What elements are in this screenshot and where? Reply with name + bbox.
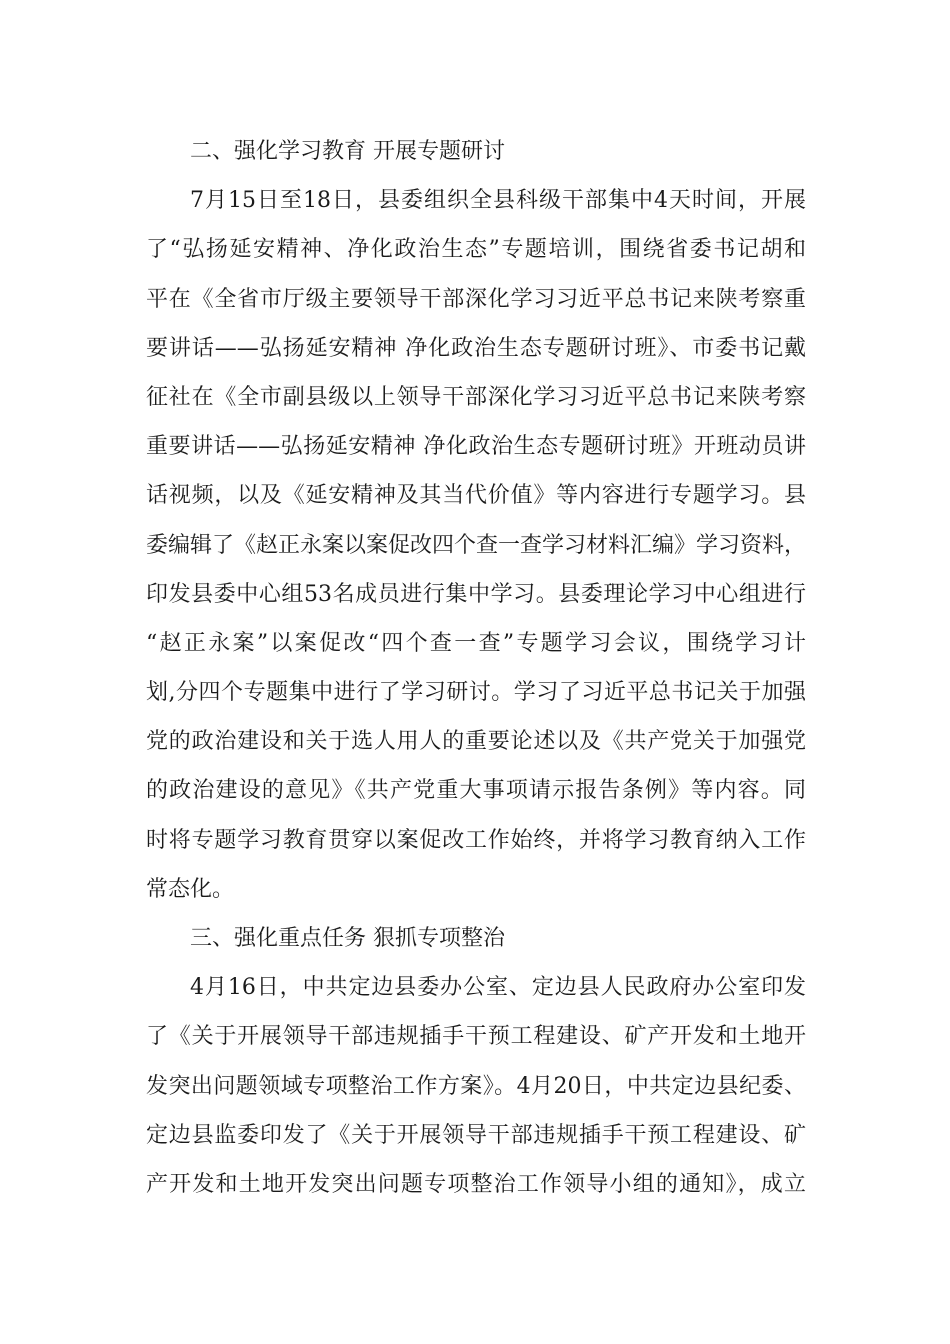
text-line: 划,分四个专题集中进行了学习研讨。学习了习近平总书记关于加强 bbox=[146, 680, 806, 706]
text-line: 4月16日，中共定边县委办公室、定边县人民政府办公室印发 bbox=[190, 975, 806, 1001]
text-line: 产开发和土地开发突出问题专项整治工作领导小组的通知》，成立 bbox=[146, 1171, 806, 1197]
text-line: 发突出问题领域专项整治工作方案》。4月20日，中共定边县纪委、 bbox=[146, 1073, 806, 1099]
text-line: 征社在《全市副县级以上领导干部深化学习习近平总书记来陕考察 bbox=[146, 384, 806, 410]
text-line: 7月15日至18日，县委组织全县科级干部集中4天时间，开展 bbox=[190, 188, 806, 214]
text-line: 定边县监委印发了《关于开展领导干部违规插手干预工程建设、矿 bbox=[146, 1122, 806, 1148]
text-line: 平在《全省市厅级主要领导干部深化学习习近平总书记来陕考察重 bbox=[146, 286, 806, 312]
text-line: 二、强化学习教育 开展专题研讨 bbox=[190, 139, 505, 164]
text-line: 的政治建设的意见》《共产党重大事项请示报告条例》等内容。同 bbox=[146, 778, 806, 804]
text-line: 常态化。 bbox=[146, 876, 235, 902]
text-line: 时将专题学习教育贯穿以案促改工作始终，并将学习教育纳入工作 bbox=[146, 827, 806, 853]
text-line: 印发县委中心组53名成员进行集中学习。县委理论学习中心组进行 bbox=[146, 581, 806, 607]
text-line: 话视频，以及《延安精神及其当代价值》等内容进行专题学习。县 bbox=[146, 483, 806, 509]
text-line: “赵正永案”以案促改“四个查一查”专题学习会议，围绕学习计 bbox=[146, 630, 806, 656]
text-line: 要讲话——弘扬延安精神 净化政治生态专题研讨班》、市委书记戴 bbox=[146, 335, 806, 361]
document-body bbox=[146, 127, 806, 1209]
text-line: 三、强化重点任务 狠抓专项整治 bbox=[190, 926, 505, 951]
text-line: 了《关于开展领导干部违规插手干预工程建设、矿产开发和土地开 bbox=[146, 1024, 806, 1050]
text-line: 党的政治建设和关于选人用人的重要论述以及《共产党关于加强党 bbox=[146, 729, 806, 755]
text-line: 委编辑了《赵正永案以案促改四个查一查学习材料汇编》学习资料， bbox=[146, 532, 807, 558]
text-line: 了“弘扬延安精神、净化政治生态”专题培训，围绕省委书记胡和 bbox=[146, 237, 806, 263]
text-line: 重要讲话——弘扬延安精神 净化政治生态专题研讨班》开班动员讲 bbox=[146, 434, 806, 460]
